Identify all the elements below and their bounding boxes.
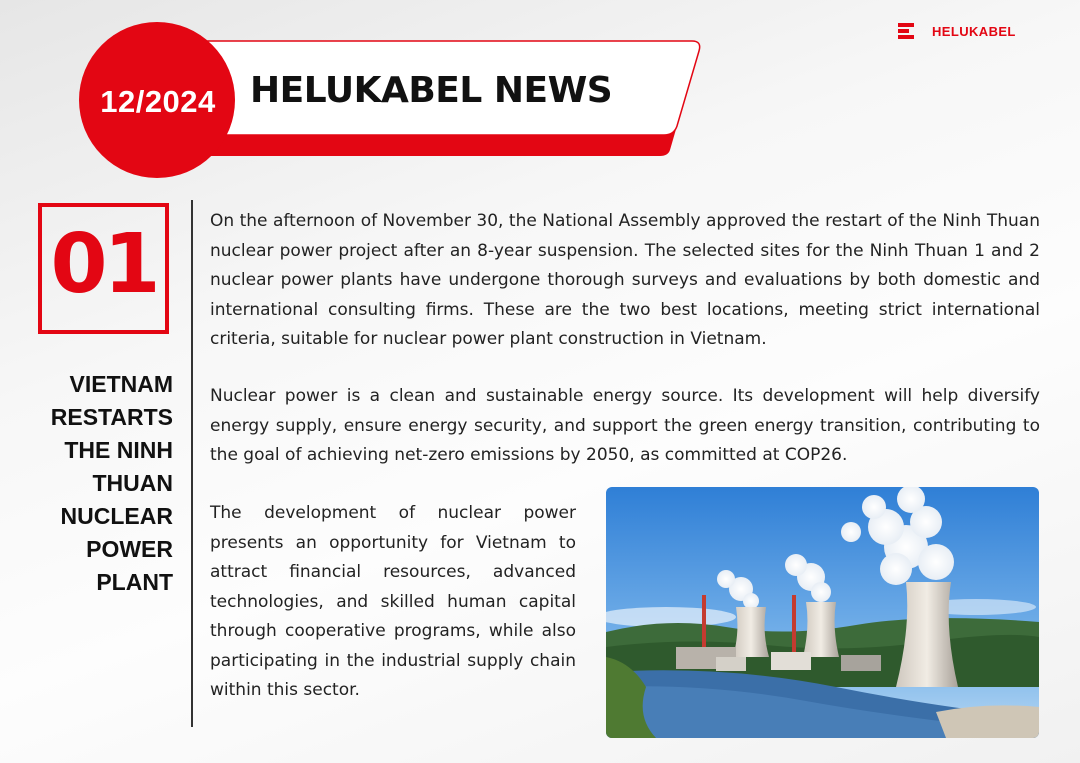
article-number: 01 [50, 217, 157, 312]
logo-text: HELUKABEL [932, 23, 1016, 39]
vertical-divider [191, 200, 193, 727]
paragraph-2: Nuclear power is a clean and sustainable energy source. Its development will help diversify energy supply, ensure energy security, and support the green energy transition, contributing to the goal of achieving net-zero emissions by 2050, as committed at COP26. [210, 386, 1040, 465]
helukabel-logo-icon [898, 23, 914, 39]
article-number-box [38, 203, 169, 334]
nuclear-plant-illustration [606, 487, 1039, 738]
header-banner [0, 0, 720, 190]
newsletter-title: HELUKABEL NEWS [250, 70, 613, 111]
paragraph-3: The development of nuclear power presents an opportunity for Vietnam to attract financial resources, advanced technologies, and skilled human capital through cooperative programs, while also participating in the industrial supply chain within this sector. [210, 503, 576, 700]
nuclear-plant-photo [606, 487, 1039, 738]
paragraph-1: On the afternoon of November 30, the National Assembly approved the restart of the Ninh Thuan nuclear power project after an 8-year suspension. The selected sites for the Ninh Thuan 1 and 2 nuclear power plants have undergone thorough surveys and evaluations by both domestic and international consulting firms. These are the two best locations, meeting strict international criteria, suitable for nuclear power plant construction in Vietnam. [210, 211, 1040, 349]
helukabel-logo [898, 23, 1016, 39]
issue-date: 12/2024 [100, 84, 216, 119]
article-title: VIETNAM RESTARTS THE NINH THUAN NUCLEAR POWER PLANT [50, 371, 173, 595]
